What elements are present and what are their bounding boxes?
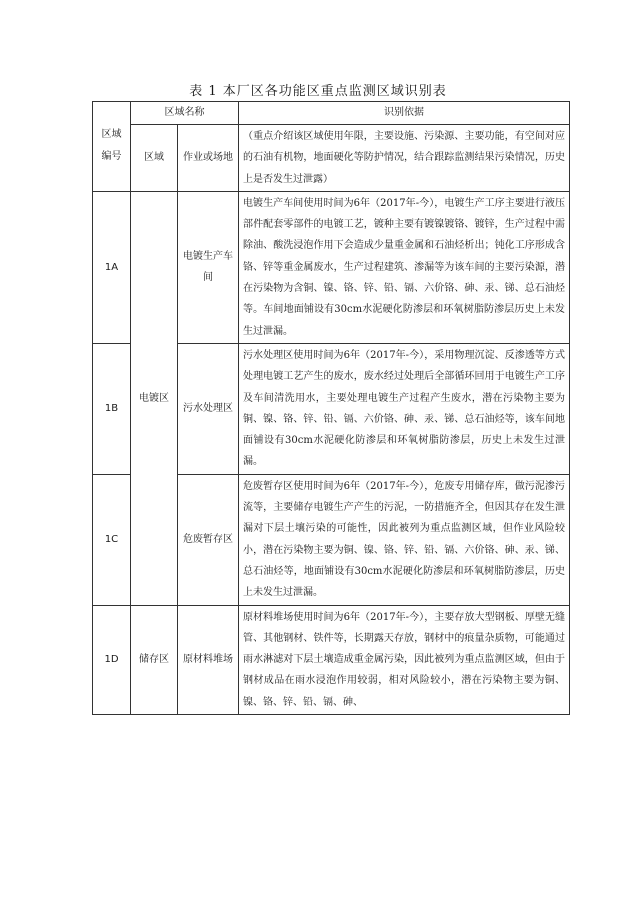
monitoring-area-table — [92, 101, 570, 715]
row-basis: 原材料堆场使用时间为6年（2017年-今），主要存放大型钢板、厚壁无缝管、其他钢材、铁件等，长期露天存放，钢材中的痕量杂质物，可能通过雨水淋滤对下层土壤造成重金属污染，因此被列为重点监测区域，但由于钢材成品在雨水浸泡作用较弱，相对风险较小，潜在污染物主要为铜、镍、铬、锌、铅、镉、砷、 — [239, 605, 570, 714]
table-caption: 表 1 本厂区各功能区重点监测区域识别表 — [189, 84, 447, 99]
header-basis-desc: （重点介绍该区域使用年限，主要设施、污染源、主要功能，有空间对应的石油有机物，地面硬化等防护情况，结合跟踪监测结果污染情况，历史上是否发生过泄露） — [239, 125, 570, 192]
row-basis: 危废暂存区使用时间为6年（2017年-今），危废专用储存库，做污泥渗污流等，主要储存电镀生产产生的污泥，一防措施齐全，但因其存在发生泄漏对下层土壤污染的可能性，因此被列为重点监测区域，但作业风险较小，潜在污染物主要为铜、镍、铬、锌、铅、镉、六价铬、砷、汞、锑、总石油烃等，地面铺设有30cm水泥硬化防渗层和环氧树脂防渗层，历史上未发生过泄漏。 — [239, 474, 570, 605]
row-area: 储存区 — [131, 605, 178, 714]
table-row — [93, 191, 570, 343]
header-workshop: 作业或场地 — [178, 125, 239, 192]
header-area: 区域 — [131, 125, 178, 192]
row-id: 1B — [93, 343, 131, 474]
row-basis: 污水处理区使用时间为6年（2017年-今），采用物理沉淀、反渗透等方式处理电镀工艺产生的废水，废水经过处理后全部循环回用于电镀生产工序及车间清洗用水，主要处理电镀生产过程产生废水，潜在污染物主要为铜、镍、铬、锌、铅、镉、六价铬、砷、汞、锑、总石油烃等，该车间地面铺设有30cm水泥硬化防渗层和环氧树脂防渗层，历史上未发生过泄漏。 — [239, 343, 570, 474]
row-id: 1D — [93, 605, 131, 714]
header-region-name: 区域名称 — [131, 102, 239, 125]
row-workshop: 危废暂存区 — [178, 474, 239, 605]
row-area: 电镀区 — [131, 191, 178, 605]
header-region-no: 区域编号 — [93, 102, 131, 192]
table-row — [93, 605, 570, 714]
row-id: 1C — [93, 474, 131, 605]
row-basis: 电镀生产车间使用时间为6年（2017年-今），电镀生产工序主要进行液压部件配套零部件的电镀工艺，镀种主要有镀镍镀铬、镀锌，生产过程中需除油、酸洗浸泡作用下会造成少量重金属和石油烃析出；钝化工序形成含铬、锌等重金属废水，生产过程建筑、渗漏等为该车间的主要污染源，潜在污染物为含铜、镍、铬、锌、铅、镉、六价铬、砷、汞、锑、总石油烃等。车间地面铺设有30cm水泥硬化防渗层和环氧树脂防渗层历史上未发生过泄漏。 — [239, 191, 570, 343]
row-id: 1A — [93, 191, 131, 343]
row-workshop: 原材料堆场 — [178, 605, 239, 714]
header-basis: 识别依据 — [239, 102, 570, 125]
row-workshop: 电镀生产车间 — [178, 191, 239, 343]
row-workshop: 污水处理区 — [178, 343, 239, 474]
